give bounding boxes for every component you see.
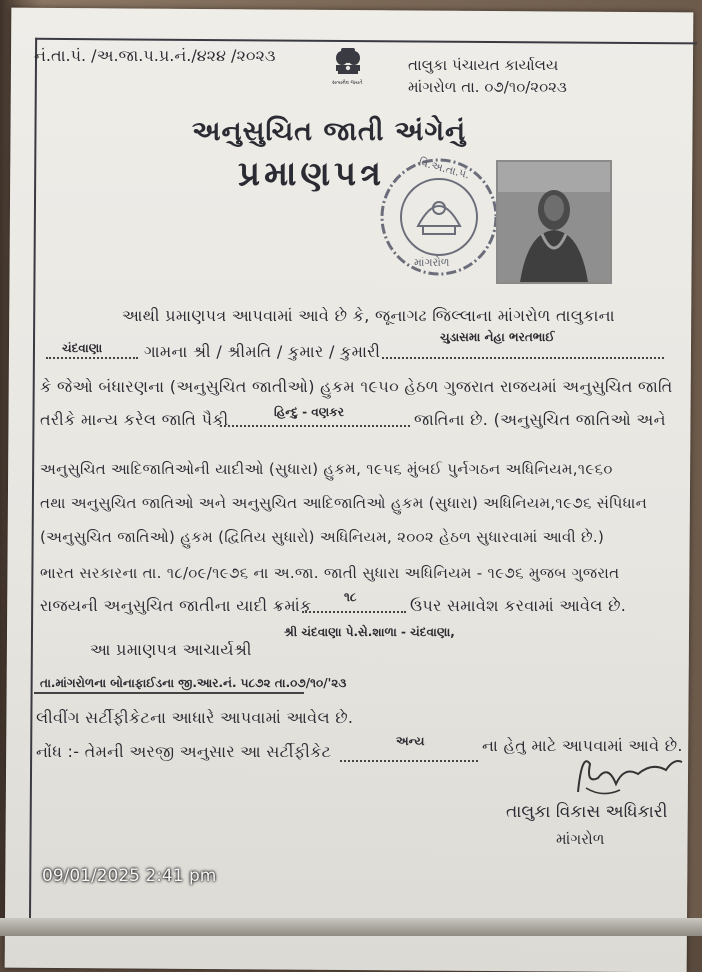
body-line-7: (અનુસુચિત જાતિઓ) હુકમ (દ્વિતિય સુધારો) અધિનિયમ, ૨૦૦૨ હેઠળ સુધારવામાં આવી છે.) <box>40 528 605 546</box>
body-line-12: લીવીંગ સર્ટીફીકેટના આધારે આપવામાં આવેલ છે. <box>36 708 354 727</box>
photo-timestamp: 09/01/2025 2:41 pm <box>42 866 217 886</box>
purpose-fill: અન્ય <box>396 734 425 748</box>
body-line-1: આથી પ્રમાણપત્ર આપવામાં આવે છે કે, જૂનાગઢ જિલ્લાના માંગરોળ તાલુકાના <box>122 306 615 325</box>
bonafide-underline <box>34 692 304 694</box>
purpose-blank <box>340 760 478 762</box>
body-line-4a: તરીકે માન્ય કરેલ જાતિ પૈકી <box>40 410 229 429</box>
body-line-10: આ પ્રમાણપત્ર આચાર્યશ્રી <box>90 640 252 659</box>
signatory-place: માંગરોળ <box>556 830 605 848</box>
bonafide-fill: તા.માંગરોળના બોનાફાઈડના જી.આર.નં. ૫૮૭૨ તા.૦૭/૧૦/'૨૩ <box>40 676 347 690</box>
body-line-9a: રાજયની અનુસુચિત જાતીના યાદી ક્રમાંક <box>40 596 312 615</box>
name-fill: ચુડાસમા નેહા ભરતભાઈ <box>440 330 555 344</box>
office-name: તાલુકા પંચાયત કાર્યાલય <box>408 56 559 74</box>
village-blank <box>46 357 138 359</box>
body-line-6: તથા અનુસુચિત જાતિઓ અને અનુસુચિત આદિજાતિઓ હુકમ (સુધારા) અધિનિયમ,૧૯૭૬ સંપિધાન <box>40 494 648 512</box>
certificate-title: અનુસુચિત જાતી અંગેનું <box>192 116 467 147</box>
seal-text-bottom: માંગરોળ <box>414 256 450 269</box>
reference-number: નં.તા.પં. /અ.જા.પ.પ્ર.નં./૪૨૪ /૨૦૨૩ <box>34 46 276 65</box>
list-number-fill: ૧૮ <box>344 590 357 604</box>
body-line-2: ગામના શ્રી / શ્રીમતિ / કુમાર / કુમારી <box>144 342 381 361</box>
caste-fill: હિન્દુ - વણકર <box>274 405 344 419</box>
body-line-8: ભારત સરકારના તા. ૧૮/૦૯/૧૯૭૬ ના અ.જા. જાતી સુધારા અધિનિયમ - ૧૯૭૬ મુજબ ગુજરાત <box>40 564 620 582</box>
caste-blank <box>220 425 410 427</box>
note-b: ના હેતુ માટે આપવામાં આવે છે. <box>482 736 683 755</box>
list-number-blank <box>302 611 406 613</box>
body-line-3: કે જેઓ બંધારણના (અનુસુચિત જાતીઓ) હુકમ ૧૯૫૦ હેઠળ ગુજરાત રાજયમાં અનુસુચિત જાતિ <box>40 377 673 396</box>
signatory-title: તાલુકા વિકાસ અધિકારી <box>506 802 668 822</box>
seal-text-top: વિ.અ.તા.પં. <box>417 155 471 182</box>
applicant-photo <box>496 160 612 284</box>
village-fill: ચંદવાણા <box>62 341 103 355</box>
signature-mark <box>568 744 688 804</box>
emblem-caption: સત્યમેવ જયતે <box>332 80 363 86</box>
page-bottom-edge <box>0 918 702 936</box>
name-blank <box>382 357 664 359</box>
body-line-9b: ઉપર સમાવેશ કરવામાં આવેલ છે. <box>410 596 627 615</box>
school-fill: શ્રી ચંદવાણા પે.સે.શાળા - ચંદવાણા, <box>284 625 455 639</box>
certificate-paper <box>5 8 694 972</box>
certificate-subtitle: પ્રમાણપત્ર <box>238 154 386 194</box>
body-line-5: અનુસુચિત આદિજાતિઓની યાદીઓ (સુધારા) હુકમ, ૧૯૫૬ મુંબઈ પુર્નગઠન અધિનિયમ,૧૯૬૦ <box>40 460 613 478</box>
body-line-4b: જાતિના છે. (અનુસુચિત જાતિઓ અને <box>414 410 666 429</box>
office-place-date: માંગરોળ તા. ૦૭/૧૦/૨૦૨૩ <box>408 78 567 96</box>
note-a: નોંધ :- તેમની અરજી અનુસાર આ સર્ટીફીકેટ <box>36 742 332 761</box>
